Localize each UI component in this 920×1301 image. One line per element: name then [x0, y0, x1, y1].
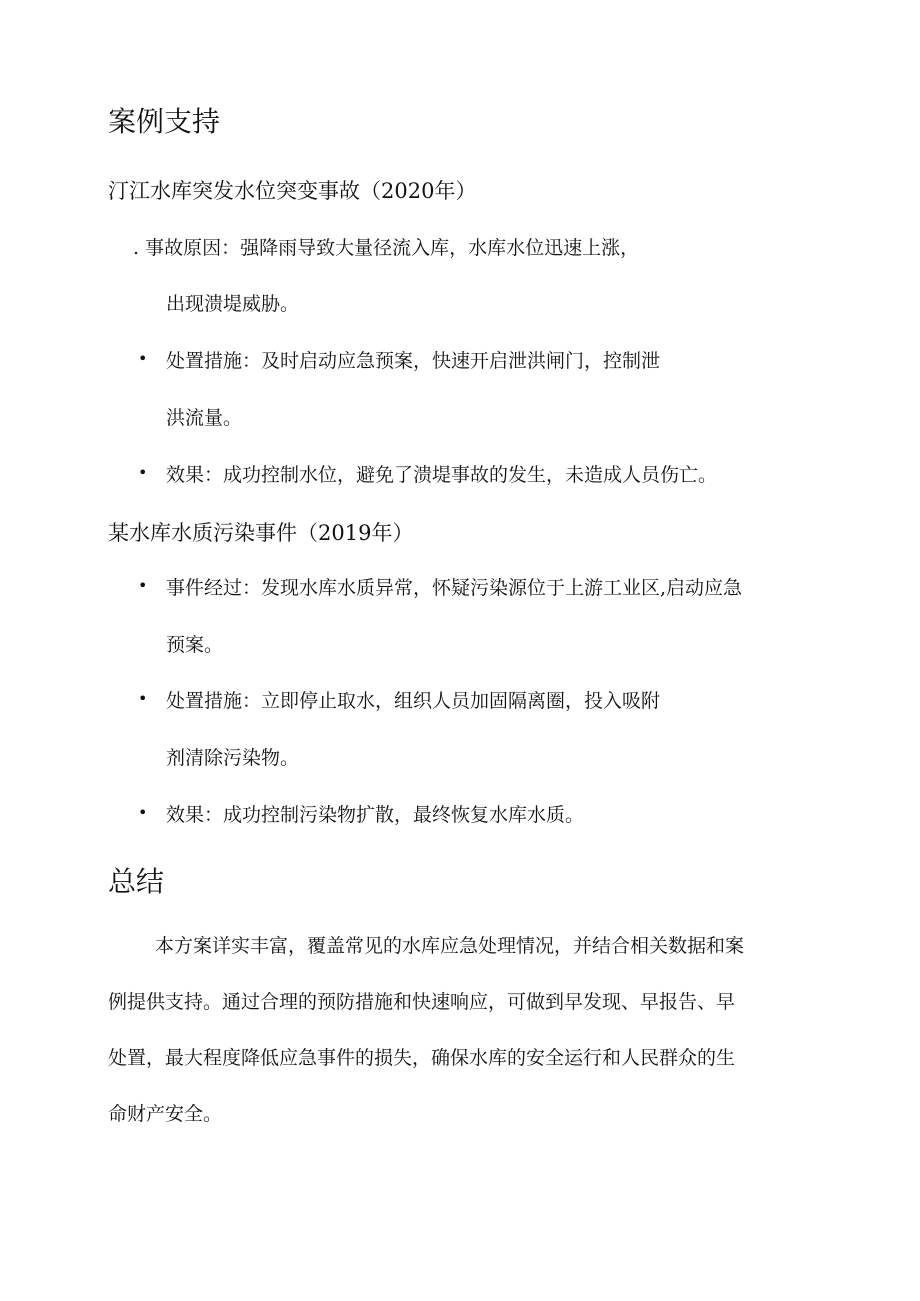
bullet-icon: • [138, 689, 148, 708]
bullet-icon: • [138, 803, 148, 822]
case2-measures-line2: 剂清除污染物。 [166, 747, 300, 769]
case1-measures-line2: 洪流量。 [166, 407, 243, 429]
summary-line2: 例提供支持。通过合理的预防措施和快速响应，可做到早发现、早报告、早 [108, 991, 736, 1013]
bullet-icon: • [138, 349, 148, 368]
summary-line1: 本方案详实丰富，覆盖常见的水库应急处理情况，并结合相关数据和案 [155, 935, 745, 957]
section-heading-case-support: 案例支持 [108, 105, 221, 138]
case2-effect: 效果：成功控制污染物扩散，最终恢复水库水质。 [166, 804, 585, 826]
case2-process-line1: 事件经过：发现水库水质异常，怀疑污染源位于上游工业区,启动应急 [166, 577, 743, 599]
case2-process-line2: 预案。 [166, 634, 224, 656]
case1-title: 汀江水库突发水位突变事故（2020年） [108, 179, 477, 203]
section-heading-summary: 总结 [108, 865, 165, 898]
case1-measures-line1: 处置措施：及时启动应急预案，快速开启泄洪闸门，控制泄 [166, 350, 661, 372]
case1-cause-line2: 出现溃堤威胁。 [166, 293, 300, 315]
bullet-icon: • [138, 576, 148, 595]
case1-effect: 效果：成功控制水位，避免了溃堤事故的发生，未造成人员伤亡。 [166, 464, 718, 486]
case2-title: 某水库水质污染事件（2019年） [108, 521, 414, 545]
case1-cause-line1: . 事故原因：强降雨导致大量径流入库，水库水位迅速上涨， [133, 237, 640, 259]
bullet-icon: • [138, 463, 148, 482]
summary-line4: 命财产安全。 [108, 1103, 223, 1125]
case2-measures-line1: 处置措施：立即停止取水，组织人员加固隔离圈，投入吸附 [166, 690, 661, 712]
summary-line3: 处置，最大程度降低应急事件的损失，确保水库的安全运行和人民群众的生 [108, 1047, 736, 1069]
